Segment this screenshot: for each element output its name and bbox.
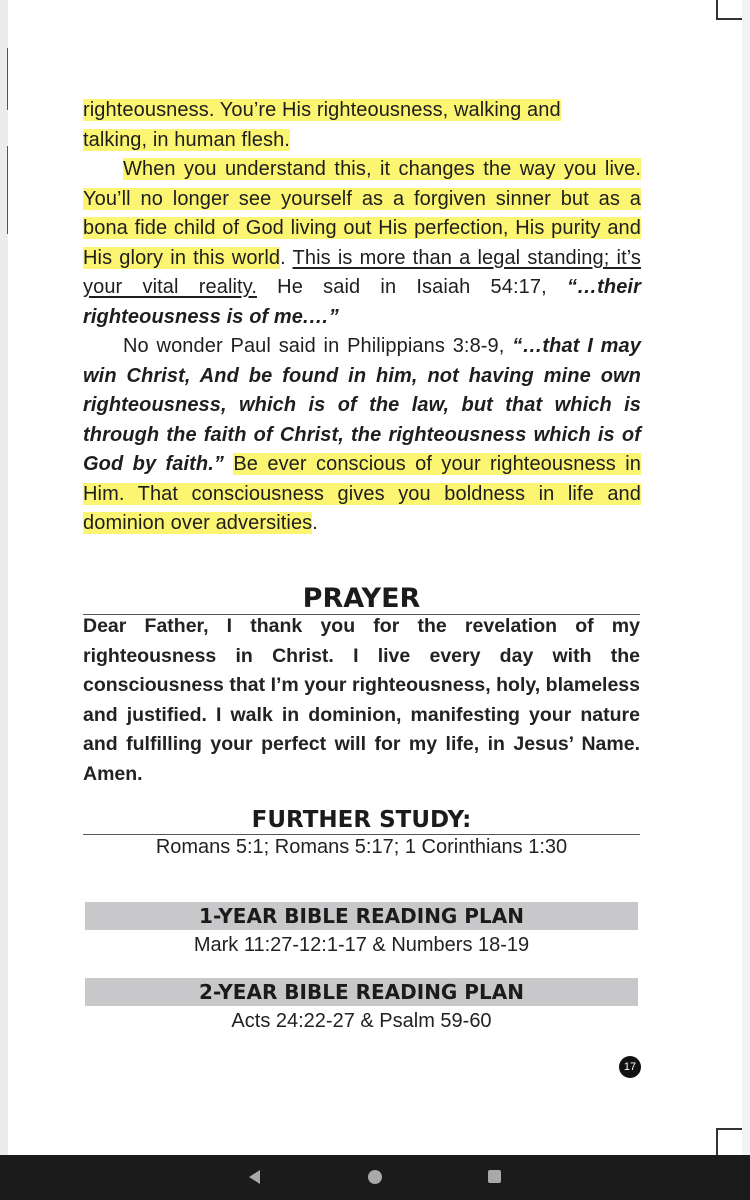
page-margin-mark [7, 146, 8, 234]
two-year-plan-heading: 2-YEAR BIBLE READING PLAN [85, 978, 638, 1006]
paragraph-2 [83, 155, 641, 332]
paragraph-3 [83, 332, 641, 539]
crop-mark-bottom-right [716, 1128, 742, 1156]
scripture-quote: “…that I may win Christ, And be found in him, not having mine own righteousness, which is of the law, but that which is through the faith of Christ, the righteousness which is of God by faith.” [83, 335, 642, 475]
recents-button[interactable] [465, 1155, 525, 1200]
paragraph-1 [83, 96, 641, 155]
back-button[interactable] [225, 1155, 285, 1200]
highlighted-text: talking, in human flesh. [83, 128, 290, 151]
scripture-quote: “…their righteousness is of me.…” [83, 276, 641, 328]
recents-icon [488, 1170, 501, 1183]
prayer-text: Dear Father, I thank you for the revelation of my righteousness in Christ. I live every day with the consciousness that I’m your righteousness, holy, blameless and justified. I walk in dominion, manifesting your nature and fulfilling your perfect will for my life, in Jesus’ Name. Amen. [83, 615, 640, 785]
two-year-plan-refs: Acts 24:22-27 & Psalm 59-60 [231, 1010, 492, 1032]
further-study-refs: Romans 5:1; Romans 5:17; 1 Corinthians 1:30 [155, 836, 568, 858]
home-icon [368, 1170, 382, 1184]
page-right-edge [742, 0, 750, 1155]
plain-text: No wonder Paul said in Philippians 3:8-9, [123, 335, 513, 357]
one-year-plan-refs: Mark 11:27-12:1-17 & Numbers 18-19 [193, 934, 530, 956]
plain-text: He said in Isaiah 54:17, [256, 276, 567, 298]
crop-mark-top-right [716, 0, 742, 20]
highlighted-text: righteousness. You’re His righteousness, walking and [83, 99, 561, 121]
plain-text: . [280, 246, 286, 269]
page-number-badge: 17 [619, 1056, 641, 1078]
system-navigation-bar [0, 1155, 750, 1200]
back-icon [249, 1170, 260, 1184]
home-button[interactable] [345, 1155, 405, 1200]
devotional-body [83, 96, 641, 539]
plain-text: . [312, 512, 318, 534]
underlined-text: This is more than a legal standing; it’s your vital reality. [83, 246, 642, 298]
one-year-plan-heading: 1-YEAR BIBLE READING PLAN [85, 902, 638, 930]
highlighted-text: Be ever conscious of your righteousness in Him. That consciousness gives you boldness in life and dominion over adversities [83, 453, 641, 534]
page-margin-mark [7, 48, 8, 110]
prayer-heading: PRAYER [83, 584, 640, 615]
highlighted-text: When you understand this, it changes the way you live. You’ll no longer see yourself as a forgiven sinner but as a bona fide child of God living out His perfection, His purity and His glory in this world [83, 158, 641, 269]
further-study-heading: FURTHER STUDY: [83, 806, 640, 835]
